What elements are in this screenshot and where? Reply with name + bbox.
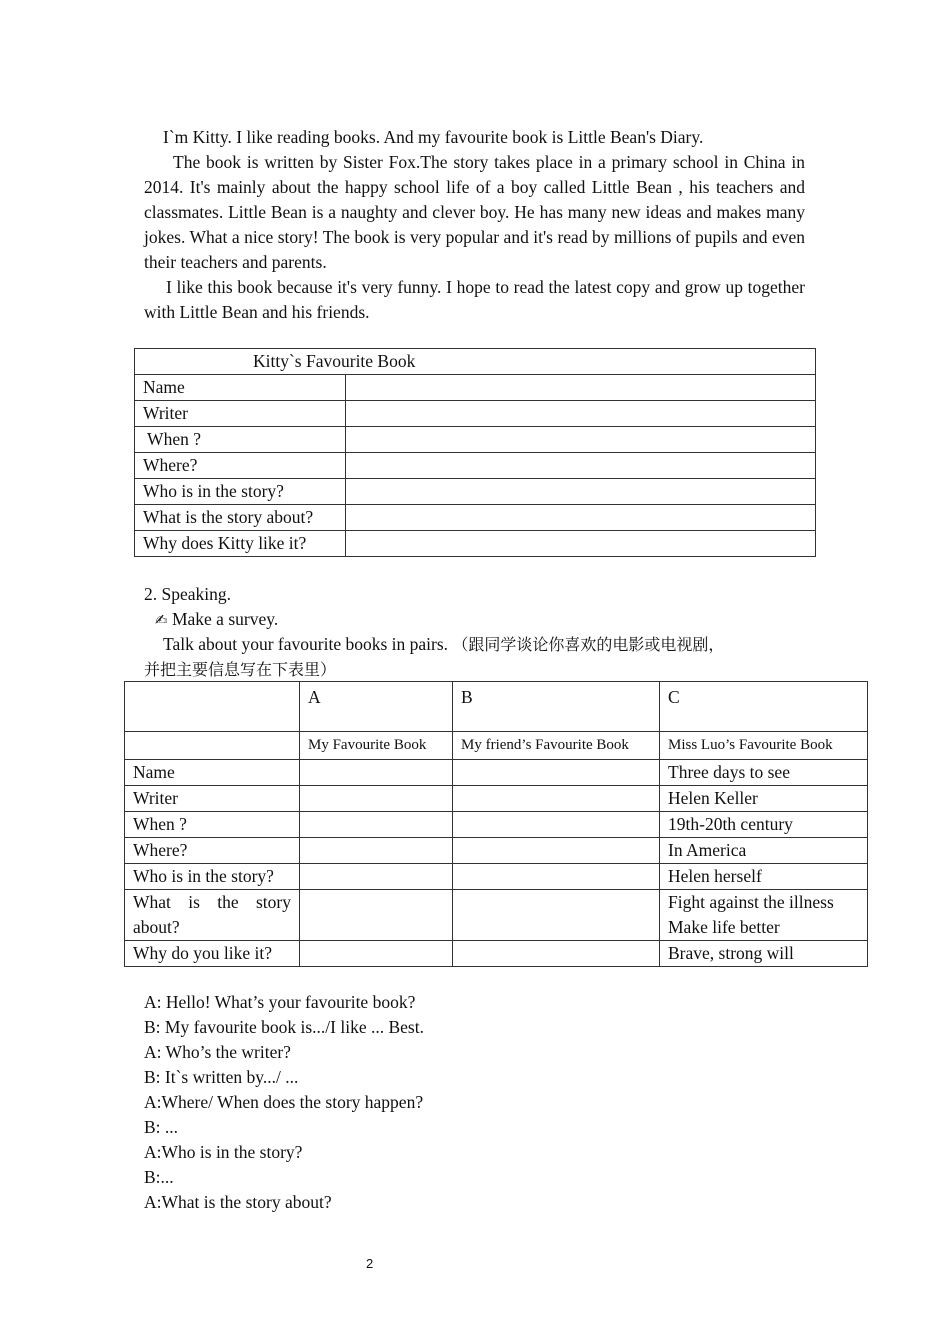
survey-cell-b[interactable] (453, 760, 660, 786)
kitty-table-title: Kitty`s Favourite Book (135, 349, 816, 375)
survey-row-label: Name (125, 760, 300, 786)
kitty-answer-cell[interactable] (346, 427, 816, 453)
survey-table (124, 681, 868, 967)
kitty-row-label: Who is in the story? (135, 479, 346, 505)
survey-instruction (163, 632, 724, 657)
instruction-chinese-continued: 并把主要信息写在下表里） (144, 660, 337, 679)
survey-row-label: What is the story about? (125, 890, 300, 941)
dialogue-line: A:Where/ When does the story happen? (144, 1092, 424, 1112)
passage-paragraph-2: The book is written by Sister Fox.The story takes place in a primary school in China in 2014. It's mainly about the happy school life of a boy called Little Bean , his teachers and classmates. Little Bean is a naughty and clever boy. He has many new ideas and makes many jokes. What a nice story! The book is very popular and it's read by millions of pupils and even their teachers and parents. (144, 152, 805, 272)
instruction-english: Talk about your favourite books in pairs. (163, 634, 453, 654)
survey-cell-a[interactable] (300, 890, 453, 941)
survey-cell-a[interactable] (300, 786, 453, 812)
dialogue-line: B: My favourite book is.../I like ... Best. (144, 1017, 424, 1037)
survey-cell-a[interactable] (300, 838, 453, 864)
kitty-answer-cell[interactable] (346, 479, 816, 505)
header-miss-luo-favourite-book: Miss Luo’s Favourite Book (660, 732, 868, 760)
kitty-answer-cell[interactable] (346, 453, 816, 479)
dialogue-line: A: Who’s the writer? (144, 1042, 291, 1062)
survey-cell-b[interactable] (453, 786, 660, 812)
speaking-heading: 2. Speaking. (144, 584, 232, 604)
kitty-row-label: Writer (135, 401, 346, 427)
header-my-favourite-book: My Favourite Book (300, 732, 453, 760)
kitty-row-label: Name (135, 375, 346, 401)
survey-cell-b[interactable] (453, 838, 660, 864)
kitty-favourite-book-table (134, 348, 816, 557)
header-friend-favourite-book: My friend’s Favourite Book (453, 732, 660, 760)
column-letter-a: A (300, 682, 453, 732)
survey-row-label: Who is in the story? (125, 864, 300, 890)
survey-cell-c: Brave, strong will (660, 941, 868, 967)
survey-cell-c (660, 890, 868, 941)
passage-paragraph-3: I like this book because it's very funny. I hope to read the latest copy and grow up together with Little Bean and his friends. (144, 277, 805, 322)
column-letter-c: C (660, 682, 868, 732)
survey-cell-c-line-1: Fight against the illness (668, 892, 834, 912)
page-number: 2 (366, 1256, 374, 1271)
survey-cell-b[interactable] (453, 864, 660, 890)
kitty-row-label: What is the story about? (135, 505, 346, 531)
survey-cell-a[interactable] (300, 864, 453, 890)
survey-task (155, 607, 278, 633)
passage-paragraph-1: I`m Kitty. I like reading books. And my favourite book is Little Bean's Diary. (163, 127, 704, 147)
survey-cell-b[interactable] (453, 941, 660, 967)
kitty-answer-cell[interactable] (346, 505, 816, 531)
survey-cell-b[interactable] (453, 812, 660, 838)
survey-cell-b[interactable] (453, 890, 660, 941)
survey-cell-c: 19th-20th century (660, 812, 868, 838)
survey-task-text: Make a survey. (171, 609, 279, 629)
kitty-answer-cell[interactable] (346, 375, 816, 401)
kitty-row-label: When ? (135, 427, 346, 453)
kitty-answer-cell[interactable] (346, 531, 816, 557)
dialogue-line: A: Hello! What’s your favourite book? (144, 992, 416, 1012)
survey-cell-a[interactable] (300, 760, 453, 786)
kitty-answer-cell[interactable] (346, 401, 816, 427)
survey-cell-c: Three days to see (660, 760, 868, 786)
dialogue-line: B: It`s written by.../ ... (144, 1067, 299, 1087)
survey-cell-c: Helen Keller (660, 786, 868, 812)
dialogue-line: B:... (144, 1167, 174, 1187)
survey-row-label: Why do you like it? (125, 941, 300, 967)
survey-cell-a[interactable] (300, 941, 453, 967)
survey-cell-c: Helen herself (660, 864, 868, 890)
writing-hand-icon: ✍ (155, 611, 168, 629)
survey-header-blank (125, 732, 300, 760)
column-letter-b: B (453, 682, 660, 732)
dialogue-line: B: ... (144, 1117, 179, 1137)
instruction-chinese: （跟同学谈论你喜欢的电影或电视剧， (452, 635, 725, 654)
survey-cell-c: In America (660, 838, 868, 864)
survey-cell-a[interactable] (300, 812, 453, 838)
survey-row-label: Writer (125, 786, 300, 812)
dialogue-line: A:What is the story about? (144, 1192, 332, 1212)
kitty-row-label: Why does Kitty like it? (135, 531, 346, 557)
survey-row-label: Where? (125, 838, 300, 864)
survey-cell-c-line-2: Make life better (668, 917, 780, 937)
survey-row-label: When ? (125, 812, 300, 838)
survey-corner-cell (125, 682, 300, 732)
dialogue-line: A:Who is in the story? (144, 1142, 303, 1162)
kitty-row-label: Where? (135, 453, 346, 479)
